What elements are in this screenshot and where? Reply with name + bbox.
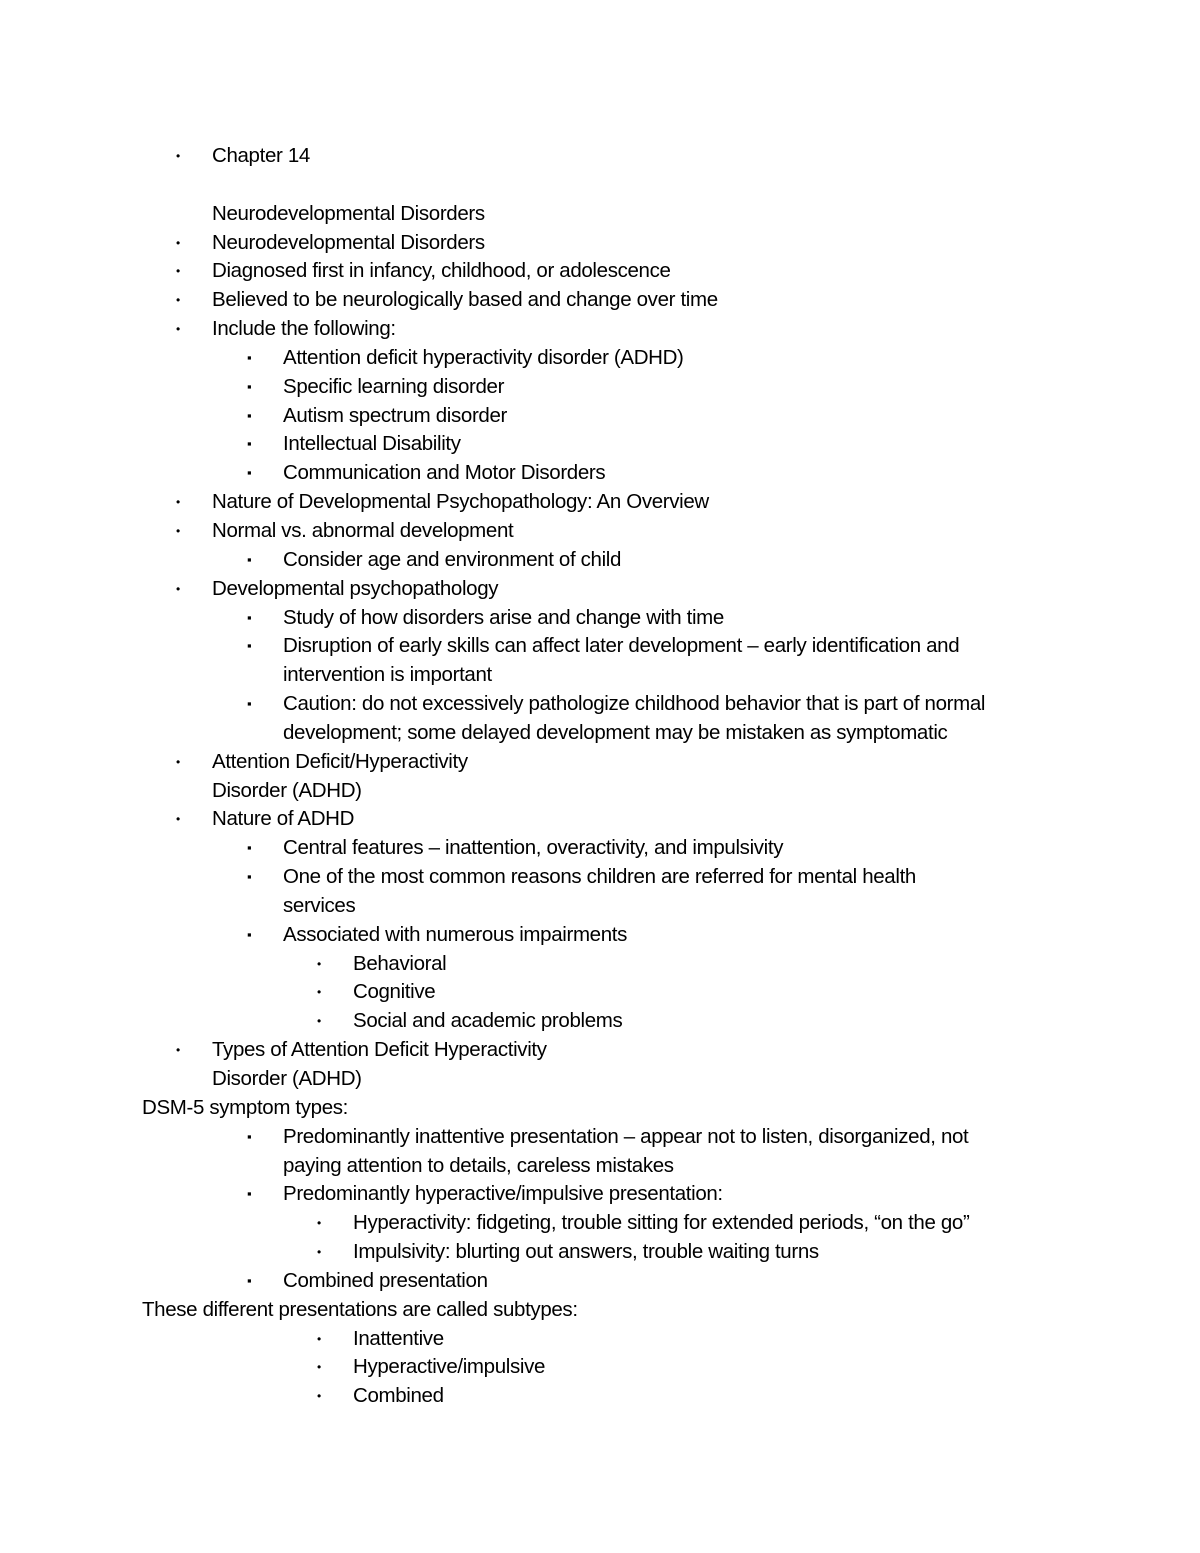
document-line: [0, 863, 1200, 892]
document-line: [0, 777, 1200, 806]
document-line: [0, 517, 1200, 546]
line-text: Believed to be neurologically based and change over time: [212, 288, 718, 312]
document-line: [0, 430, 1200, 459]
line-text: Attention deficit hyperactivity disorder (ADHD): [283, 345, 684, 369]
line-text: Study of how disorders arise and change with time: [283, 605, 724, 629]
line-text: These different presentations are called subtypes:: [142, 1297, 578, 1321]
document-line: [0, 1296, 1200, 1325]
line-text: Include the following:: [212, 317, 396, 341]
square-bullet-icon: ▪: [247, 609, 252, 625]
line-text: Nature of ADHD: [212, 807, 355, 831]
square-bullet-icon: ▪: [247, 1186, 252, 1202]
round-bullet-icon: •: [176, 264, 180, 279]
line-text: Neurodevelopmental Disorders: [212, 230, 485, 254]
document-line: [0, 315, 1200, 344]
round-bullet-icon: •: [317, 1216, 321, 1231]
round-bullet-icon: •: [317, 1360, 321, 1375]
round-bullet-icon: •: [176, 293, 180, 308]
document-line: [0, 1267, 1200, 1296]
document-line: [0, 805, 1200, 834]
line-text: Communication and Motor Disorders: [283, 461, 606, 485]
document-line: [0, 1325, 1200, 1354]
line-text: services: [283, 893, 356, 917]
document-line: [0, 690, 1200, 719]
line-text: Associated with numerous impairments: [283, 922, 628, 946]
line-text: Chapter 14: [212, 144, 310, 167]
document-line: [0, 344, 1200, 373]
round-bullet-icon: •: [176, 149, 180, 163]
round-bullet-icon: •: [176, 754, 180, 769]
line-text: development; some delayed development may be mistaken as symptomatic: [283, 720, 948, 744]
document-line: [0, 632, 1200, 661]
line-text: Types of Attention Deficit Hyperactivity: [212, 1038, 547, 1062]
round-bullet-icon: •: [176, 495, 180, 510]
line-text: Attention Deficit/Hyperactivity: [212, 749, 468, 773]
round-bullet-icon: •: [317, 956, 321, 971]
line-text: Hyperactive/impulsive: [353, 1355, 546, 1379]
document-line: [0, 546, 1200, 575]
document-page: [0, 142, 1200, 1411]
document-line: [0, 661, 1200, 690]
round-bullet-icon: •: [317, 1389, 321, 1404]
square-bullet-icon: ▪: [247, 1128, 252, 1144]
document-line: [0, 575, 1200, 604]
square-bullet-icon: ▪: [247, 869, 252, 885]
line-text: [212, 173, 217, 196]
line-text: Disorder (ADHD): [212, 1067, 362, 1090]
document-line: [0, 229, 1200, 258]
line-text: Normal vs. abnormal development: [212, 518, 514, 542]
square-bullet-icon: ▪: [247, 696, 252, 712]
line-text: Consider age and environment of child: [283, 547, 622, 571]
line-text: Caution: do not excessively pathologize childhood behavior that is part of normal: [283, 692, 986, 716]
round-bullet-icon: •: [176, 581, 180, 596]
line-text: intervention is important: [283, 663, 492, 687]
document-line: [0, 1152, 1200, 1181]
line-text: Inattentive: [353, 1326, 444, 1350]
square-bullet-icon: ▪: [247, 349, 252, 365]
round-bullet-icon: •: [176, 812, 180, 827]
square-bullet-icon: ▪: [247, 436, 252, 452]
line-text: Hyperactivity: fidgeting, trouble sitting for extended periods, “on the go”: [353, 1211, 970, 1235]
square-bullet-icon: ▪: [247, 840, 252, 856]
square-bullet-icon: ▪: [247, 407, 252, 423]
document-line: [0, 604, 1200, 633]
line-text: Diagnosed first in infancy, childhood, or adolescence: [212, 259, 671, 283]
document-line: [0, 921, 1200, 950]
document-line: [0, 1353, 1200, 1382]
document-line: [0, 459, 1200, 488]
round-bullet-icon: •: [176, 523, 180, 538]
document-line: [0, 171, 1200, 200]
line-text: Intellectual Disability: [283, 432, 461, 456]
square-bullet-icon: ▪: [247, 551, 252, 567]
square-bullet-icon: ▪: [247, 1272, 252, 1288]
round-bullet-icon: •: [317, 1014, 321, 1029]
document-line: [0, 719, 1200, 748]
document-line: [0, 1209, 1200, 1238]
document-line: [0, 1036, 1200, 1065]
document-line: [0, 1094, 1200, 1123]
document-line: [0, 1238, 1200, 1267]
line-text: Disruption of early skills can affect later development – early identification and: [283, 634, 960, 658]
document-line: [0, 373, 1200, 402]
line-text: Autism spectrum disorder: [283, 403, 508, 427]
square-bullet-icon: ▪: [247, 378, 252, 394]
square-bullet-icon: ▪: [247, 465, 252, 481]
document-line: [0, 286, 1200, 315]
round-bullet-icon: •: [176, 1043, 180, 1058]
round-bullet-icon: •: [317, 985, 321, 1000]
line-text: Predominantly hyperactive/impulsive presentation:: [283, 1182, 723, 1206]
line-text: Social and academic problems: [353, 1009, 623, 1033]
line-text: Neurodevelopmental Disorders: [212, 201, 485, 225]
round-bullet-icon: •: [176, 235, 180, 250]
document-line: [0, 257, 1200, 286]
line-text: Disorder (ADHD): [212, 778, 362, 802]
document-line: [0, 1180, 1200, 1209]
document-line: [0, 1065, 1200, 1094]
document-line: [0, 950, 1200, 979]
document-line: [0, 1382, 1200, 1411]
round-bullet-icon: •: [176, 322, 180, 337]
document-line: [0, 978, 1200, 1007]
round-bullet-icon: •: [317, 1245, 321, 1260]
line-text: Specific learning disorder: [283, 374, 505, 398]
document-line: [0, 748, 1200, 777]
document-line: [0, 402, 1200, 431]
line-text: Nature of Developmental Psychopathology: An Overview: [212, 490, 709, 514]
line-text: DSM-5 symptom types:: [142, 1095, 349, 1119]
line-text: One of the most common reasons children are referred for mental health: [283, 865, 916, 889]
document-line: [0, 1123, 1200, 1152]
document-line: [0, 892, 1200, 921]
line-text: Developmental psychopathology: [212, 576, 499, 600]
document-line: [0, 834, 1200, 863]
line-text: Central features – inattention, overactivity, and impulsivity: [283, 836, 784, 860]
document-line: [0, 488, 1200, 517]
document-line: [0, 142, 1200, 171]
line-text: Impulsivity: blurting out answers, trouble waiting turns: [353, 1240, 819, 1264]
line-text: Combined: [353, 1384, 444, 1408]
line-text: Predominantly inattentive presentation – appear not to listen, disorganized, not: [283, 1124, 969, 1148]
line-text: paying attention to details, careless mistakes: [283, 1153, 674, 1177]
line-text: Cognitive: [353, 980, 436, 1004]
line-text: Behavioral: [353, 951, 447, 975]
square-bullet-icon: ▪: [247, 638, 252, 654]
document-line: [0, 1007, 1200, 1036]
round-bullet-icon: •: [317, 1331, 321, 1346]
square-bullet-icon: ▪: [247, 926, 252, 942]
document-line: [0, 200, 1200, 229]
line-text: Combined presentation: [283, 1268, 488, 1292]
